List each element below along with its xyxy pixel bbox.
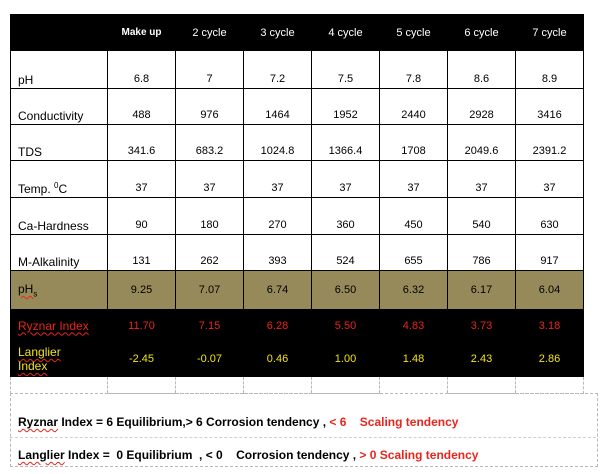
table-cell: 3.18 bbox=[516, 310, 584, 342]
table-cell: 2440 bbox=[380, 89, 448, 125]
table-cell: 524 bbox=[312, 235, 380, 271]
row-label: pH bbox=[11, 51, 108, 89]
table-cell: 1708 bbox=[380, 125, 448, 161]
table-cell: -0.07 bbox=[176, 342, 244, 377]
table-cell: 450 bbox=[380, 198, 448, 235]
table-cell: 6.50 bbox=[312, 271, 380, 310]
table-cell: 1.00 bbox=[312, 342, 380, 377]
table-cell: 393 bbox=[244, 235, 312, 271]
row-label bbox=[11, 310, 108, 342]
table-cell: 341.6 bbox=[108, 125, 176, 161]
row-label-langlier: Langlier Index bbox=[18, 345, 61, 373]
table-cell: 655 bbox=[380, 235, 448, 271]
table-cell: 5.50 bbox=[312, 310, 380, 342]
ryznar-note bbox=[18, 415, 458, 429]
table-cell: 976 bbox=[176, 89, 244, 125]
table-cell: 7.07 bbox=[176, 271, 244, 310]
table-cell: 7.5 bbox=[312, 51, 380, 89]
langlier-note-text: Index = 0 Equilibrium , < 0 Corrosion tendency , bbox=[64, 448, 360, 462]
row-label-superscript: 0 bbox=[54, 181, 59, 190]
table-row bbox=[11, 161, 584, 198]
ryznar-note-text: Index = 6 Equilibrium,> 6 Corrosion tendency , bbox=[58, 415, 330, 429]
table-row bbox=[11, 51, 584, 89]
langlier-note-scaling: > 0 Scaling tendency bbox=[359, 448, 479, 462]
table-cell: 1464 bbox=[244, 89, 312, 125]
ryznar-note-scaling: < 6 Scaling tendency bbox=[329, 415, 459, 429]
header-cell: 6 cycle bbox=[448, 15, 516, 51]
table-cell: 180 bbox=[176, 198, 244, 235]
row-label: Conductivity bbox=[11, 89, 108, 125]
langlier-note bbox=[18, 448, 478, 462]
spacer-row bbox=[11, 377, 584, 394]
table-cell: 37 bbox=[176, 161, 244, 198]
row-label: TDS bbox=[11, 125, 108, 161]
row-label-ryznar: Ryznar Index bbox=[18, 318, 89, 333]
header-cell bbox=[11, 15, 108, 51]
table-cell: 786 bbox=[448, 235, 516, 271]
table-cell: 262 bbox=[176, 235, 244, 271]
table-cell: 6.04 bbox=[516, 271, 584, 310]
table-cell: 7 bbox=[176, 51, 244, 89]
table-cell: 7.2 bbox=[244, 51, 312, 89]
table-cell: 131 bbox=[108, 235, 176, 271]
table-cell: 90 bbox=[108, 198, 176, 235]
table-cell: 8.6 bbox=[448, 51, 516, 89]
header-cell: 5 cycle bbox=[380, 15, 448, 51]
row-label-phs: $pH_s$ bbox=[18, 281, 38, 299]
table-cell: 1.48 bbox=[380, 342, 448, 377]
table-cell: 37 bbox=[448, 161, 516, 198]
table-cell: 2.86 bbox=[516, 342, 584, 377]
table-cell: 0.46 bbox=[244, 342, 312, 377]
row-label: M-Alkalinity bbox=[11, 235, 108, 271]
table-cell: 630 bbox=[516, 198, 584, 235]
table-cell: 7.8 bbox=[380, 51, 448, 89]
table-row-phs bbox=[11, 271, 584, 310]
table-cell: 6.17 bbox=[448, 271, 516, 310]
table-cell: 3.73 bbox=[448, 310, 516, 342]
header-cell: Make up bbox=[108, 15, 176, 51]
table-cell: -2.45 bbox=[108, 342, 176, 377]
table-cell: 37 bbox=[244, 161, 312, 198]
table-cell: 3416 bbox=[516, 89, 584, 125]
header-cell: 2 cycle bbox=[176, 15, 244, 51]
table-cell: 2.43 bbox=[448, 342, 516, 377]
table-cell: 488 bbox=[108, 89, 176, 125]
header-cell: 3 cycle bbox=[244, 15, 312, 51]
row-label-main: Temp. bbox=[18, 182, 55, 196]
table-row bbox=[11, 89, 584, 125]
table-cell: 1366.4 bbox=[312, 125, 380, 161]
table-cell: 6.8 bbox=[108, 51, 176, 89]
row-label bbox=[11, 342, 108, 377]
table-cell: 8.9 bbox=[516, 51, 584, 89]
row-label bbox=[11, 161, 108, 198]
table-cell: 6.32 bbox=[380, 271, 448, 310]
table-cell: 2049.6 bbox=[448, 125, 516, 161]
header-cell: 7 cycle bbox=[516, 15, 584, 51]
table-row-ryznar bbox=[11, 310, 584, 342]
table-cell: 917 bbox=[516, 235, 584, 271]
table-cell: 360 bbox=[312, 198, 380, 235]
table-cell: 6.74 bbox=[244, 271, 312, 310]
table-cell: 4.83 bbox=[380, 310, 448, 342]
table-cell: 37 bbox=[312, 161, 380, 198]
ryznar-note-term: Ryznar bbox=[18, 415, 59, 429]
row-label: Ca-Hardness bbox=[11, 198, 108, 235]
row-label bbox=[11, 271, 108, 310]
table-cell: 1024.8 bbox=[244, 125, 312, 161]
table-cell: 6.28 bbox=[244, 310, 312, 342]
table-cell: 2391.2 bbox=[516, 125, 584, 161]
table-cell: 540 bbox=[448, 198, 516, 235]
table-header-row bbox=[11, 15, 584, 51]
table-cell: 9.25 bbox=[108, 271, 176, 310]
water-treatment-table bbox=[10, 14, 584, 394]
header-cell: 4 cycle bbox=[312, 15, 380, 51]
table-row bbox=[11, 125, 584, 161]
table-cell: 683.2 bbox=[176, 125, 244, 161]
table-row bbox=[11, 235, 584, 271]
table-cell: 1952 bbox=[312, 89, 380, 125]
row-label-tail: C bbox=[58, 182, 68, 196]
notes-divider bbox=[10, 437, 596, 438]
table-cell: 2928 bbox=[448, 89, 516, 125]
table-cell: 37 bbox=[516, 161, 584, 198]
table-cell: 7.15 bbox=[176, 310, 244, 342]
table-row-langlier bbox=[11, 342, 584, 377]
table-cell: 11.70 bbox=[108, 310, 176, 342]
langlier-note-term: Langlier bbox=[18, 448, 65, 462]
table-cell: 37 bbox=[380, 161, 448, 198]
table-row bbox=[11, 198, 584, 235]
table-cell: 270 bbox=[244, 198, 312, 235]
table-cell: 37 bbox=[108, 161, 176, 198]
